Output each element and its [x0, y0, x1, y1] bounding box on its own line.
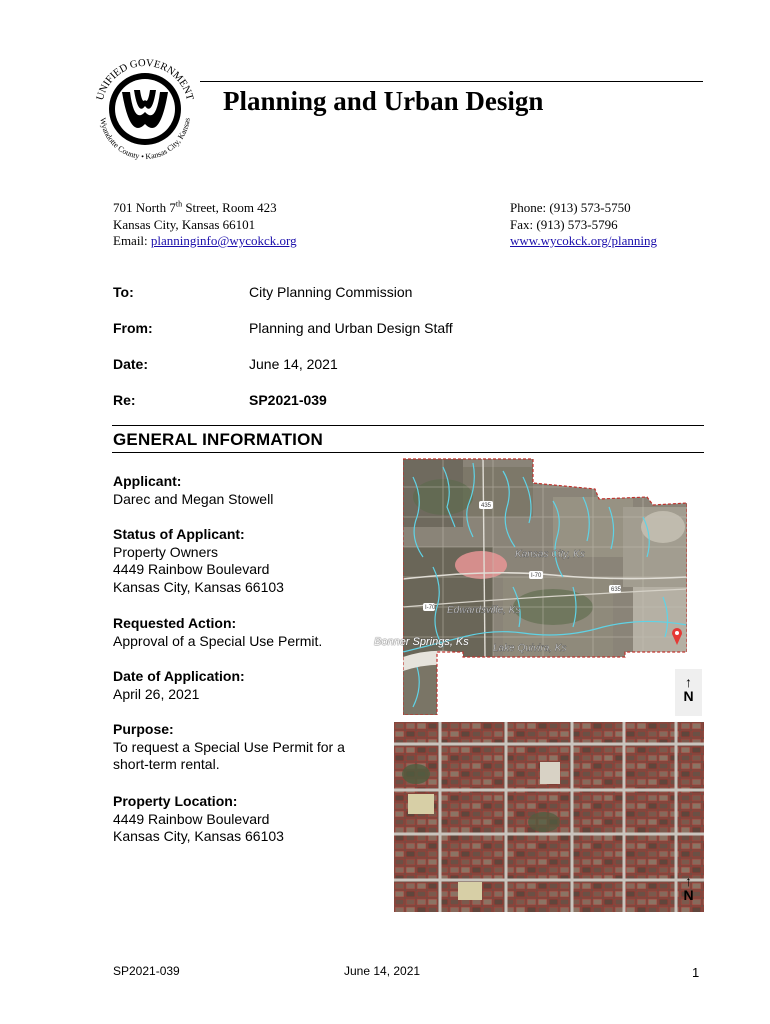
- status-line-2: 4449 Rainbow Boulevard: [113, 561, 270, 577]
- north-letter: N: [683, 887, 694, 903]
- north-arrow-icon: [675, 870, 702, 912]
- website-link[interactable]: www.wycokck.org/planning: [510, 233, 657, 248]
- location-line-2: Kansas City, Kansas 66103: [113, 828, 284, 844]
- purpose-label: Purpose:: [113, 721, 174, 737]
- status-line-3: Kansas City, Kansas 66103: [113, 578, 284, 595]
- section-rule-bottom: [112, 452, 704, 453]
- aerial-parcel-map: [394, 722, 704, 912]
- label-bonner-springs: Bonner Springs, Ks: [374, 636, 469, 648]
- address-block: [113, 200, 297, 250]
- contact-block: [510, 200, 657, 250]
- page-number: 1: [692, 965, 700, 980]
- label-kansas-city: Kansas City, Ks: [515, 549, 585, 560]
- to-label: To:: [113, 284, 134, 300]
- date-application-label: Date of Application:: [113, 668, 245, 684]
- svg-text:I-70: I-70: [531, 573, 542, 579]
- svg-text:635: 635: [611, 587, 622, 593]
- svg-text:I-70: I-70: [425, 605, 436, 611]
- logo-text-bottom: Wyandotte County • Kansas City, Kansas: [98, 117, 192, 162]
- department-title: Planning and Urban Design: [223, 86, 544, 116]
- applicant-block: [113, 473, 378, 508]
- unified-government-logo: [86, 50, 204, 168]
- north-letter: N: [683, 688, 694, 704]
- email-line: Email: planninginfo@wycokck.org: [113, 233, 297, 248]
- re-label: Re:: [113, 392, 136, 408]
- action-block: [113, 615, 378, 650]
- date-application-block: [113, 668, 378, 703]
- email-link[interactable]: planninginfo@wycokck.org: [150, 233, 297, 248]
- north-arrow-glyph: ↑: [685, 674, 692, 690]
- logo-text-top: UNIFIED GOVERNMENT: [94, 57, 196, 102]
- footer-date: June 14, 2021: [344, 964, 421, 978]
- header-rule: [200, 81, 703, 82]
- applicant-value: Darec and Megan Stowell: [113, 490, 274, 507]
- fax-line: Fax: (913) 573-5796: [510, 216, 618, 232]
- from-value: Planning and Urban Design Staff: [249, 320, 453, 336]
- footer-case-number: SP2021-039: [113, 964, 180, 978]
- svg-text:435: 435: [481, 503, 492, 509]
- address-line-2: Kansas City, Kansas 66101: [113, 216, 256, 232]
- phone-line: Phone: (913) 573-5750: [510, 200, 631, 215]
- purpose-line-1: To request a Special Use Permit for a: [113, 738, 345, 755]
- action-label: Requested Action:: [113, 615, 237, 631]
- date-value: June 14, 2021: [249, 356, 338, 372]
- section-title: GENERAL INFORMATION: [113, 430, 323, 449]
- action-value: Approval of a Special Use Permit.: [113, 632, 323, 649]
- north-arrow-glyph: ↑: [685, 873, 692, 889]
- address-line-1: 701 North 7th Street, Room 423: [113, 199, 277, 215]
- date-application-value: April 26, 2021: [113, 685, 200, 702]
- regional-vicinity-map: [403, 457, 687, 715]
- north-arrow-icon: [675, 669, 702, 716]
- status-label: Status of Applicant:: [113, 526, 245, 542]
- section-rule-top: [112, 425, 704, 426]
- from-label: From:: [113, 320, 153, 336]
- label-lake-quivira: Lake Quivira, Ks: [493, 643, 567, 654]
- re-value: SP2021-039: [249, 392, 327, 408]
- location-block: [113, 793, 378, 846]
- purpose-block: [113, 721, 378, 774]
- status-block: [113, 526, 378, 596]
- to-value: City Planning Commission: [249, 284, 413, 300]
- label-edwardsville: Edwardsville, Ks: [447, 605, 521, 616]
- applicant-label: Applicant:: [113, 473, 182, 489]
- purpose-line-2: short-term rental.: [113, 756, 220, 772]
- status-line-1: Property Owners: [113, 543, 219, 560]
- date-label: Date:: [113, 356, 149, 372]
- location-label: Property Location:: [113, 793, 238, 809]
- location-line-1: 4449 Rainbow Boulevard: [113, 810, 270, 827]
